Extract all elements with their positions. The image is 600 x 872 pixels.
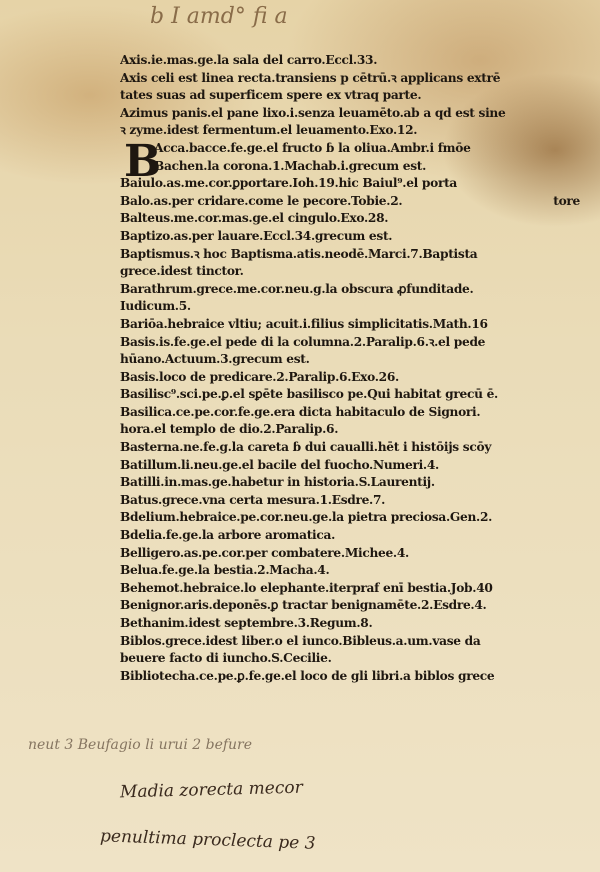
entry-text: Benignor.aris.deponēs.ꝑ tractar benignamēte.2.Esdre.4. <box>120 598 487 613</box>
dictionary-entry <box>120 492 580 510</box>
dictionary-entry <box>120 597 580 615</box>
entry-text: Baptismus.ꝛ hoc Baptisma.atis.neodē.Marci.7.Baptista <box>120 246 478 261</box>
dictionary-entry <box>120 298 580 316</box>
dictionary-entry <box>120 668 580 686</box>
dictionary-entry <box>120 369 580 387</box>
entry-text: Baiulo.as.me.cor.ꝑportare.Ioh.19.hic Baiul⁹.el porta <box>120 176 458 191</box>
entry-text: Bariōa.hebraice vltiu; acuit.i.filius simplicitatis.Math.16 <box>120 316 488 331</box>
entry-text: Bdelium.hebraice.pe.cor.neu.ge.la pietra preciosa.Gen.2. <box>120 510 493 525</box>
entry-text: Basilisc⁹.sci.pe.ꝑ.el sꝑēte basilisco pe.Qui habitat grecū ē. <box>120 387 498 402</box>
dictionary-entry <box>120 52 580 70</box>
entry-text: Belua.fe.ge.la bestia.2.Macha.4. <box>120 563 330 578</box>
dictionary-entry <box>120 263 580 281</box>
dictionary-entry <box>120 228 580 246</box>
dictionary-entry <box>120 545 580 563</box>
drop-cap-initial: B <box>124 136 162 187</box>
entry-text: Iudicum.5. <box>120 299 191 314</box>
dictionary-entry <box>120 210 580 228</box>
dictionary-entry <box>120 580 580 598</box>
entry-text: Basis.loco de predicare.2.Paralip.6.Exo.26. <box>120 369 399 384</box>
entry-text: Bachen.la corona.1.Machab.i.grecum est. <box>154 158 427 173</box>
entry-continuation: tore <box>553 193 580 208</box>
dictionary-entry <box>120 439 580 457</box>
entry-text: tates suas ad superficem spere ex vtraq parte. <box>120 88 422 103</box>
dictionary-entry <box>120 386 580 404</box>
entry-text: Belligero.as.pe.cor.per combatere.Michee.4. <box>120 545 409 560</box>
entry-text: hora.el templo de dio.2.Paralip.6. <box>120 422 339 437</box>
entry-text: Axis celi est linea recta.transiens p cētrū.ꝛ applicans extrē <box>120 70 501 85</box>
entry-text: Balo.as.per cridare.come le pecore.Tobie.2. <box>120 193 403 208</box>
dictionary-entry <box>120 404 580 422</box>
dictionary-entry <box>120 562 580 580</box>
dictionary-entry <box>120 246 580 264</box>
dictionary-entry <box>120 140 580 158</box>
dictionary-entry <box>120 421 580 439</box>
entry-text: beuere facto di iuncho.S.Cecilie. <box>120 651 332 666</box>
dictionary-entries <box>120 52 580 685</box>
dictionary-entry <box>120 457 580 475</box>
dictionary-entry <box>120 105 580 123</box>
entry-text: Barathrum.grece.me.cor.neu.g.la obscura ꝓfunditade. <box>120 281 474 296</box>
entry-text: Azimus panis.el pane lixo.i.senza leuamēto.ab a qd est sine <box>120 105 506 120</box>
entry-text: Basilica.ce.pe.cor.fe.ge.era dicta habitaculo de Signori. <box>120 404 481 419</box>
entry-text: Baptizo.as.per lauare.Eccl.34.grecum est. <box>120 228 393 243</box>
dictionary-entry <box>120 87 580 105</box>
entry-text: Biblos.grece.idest liber.o el iunco.Bibleus.a.um.vase da <box>120 633 481 648</box>
dictionary-entry <box>120 316 580 334</box>
entry-text: Bibliotecha.ce.pe.ꝑ.fe.ge.el loco de gli libri.a biblos grece <box>120 668 495 683</box>
dictionary-entry <box>120 633 580 651</box>
entry-text: Basterna.ne.fe.g.la careta ɓ dui caualli.hēt i histōijs scōy <box>120 440 492 455</box>
handwritten-note-2: penultima proclecta pe 3 <box>99 826 316 854</box>
entry-text: hūano.Actuum.3.grecum est. <box>120 352 310 367</box>
entry-text: Behemot.hebraice.lo elephante.iterpraf enī bestia.Job.40 <box>120 580 493 595</box>
entry-text: Bdelia.fe.ge.la arbore aromatica. <box>120 528 336 543</box>
entry-text: Axis.ie.mas.ge.la sala del carro.Eccl.33. <box>120 53 378 67</box>
dictionary-entry <box>120 158 580 176</box>
dictionary-entry <box>120 615 580 633</box>
handwritten-note-1: Madia zorecta mecor <box>119 777 303 803</box>
handwritten-header: b I amd° fi a <box>150 4 288 29</box>
dictionary-entry <box>120 175 580 193</box>
dictionary-entry <box>120 474 580 492</box>
dictionary-entry <box>120 351 580 369</box>
entry-text: Balteus.me.cor.mas.ge.el cingulo.Exo.28. <box>120 211 389 226</box>
dictionary-entry <box>120 650 580 668</box>
entry-text: Acca.bacce.fe.ge.el fructo ɓ la oliua.Ambr.i fmōe <box>154 140 471 155</box>
entry-text: grece.idest tinctor. <box>120 264 244 279</box>
entry-text: Batilli.in.mas.ge.habetur in historia.S.Laurentij. <box>120 475 435 490</box>
entry-text: Bethanim.idest septembre.3.Regum.8. <box>120 616 373 630</box>
entry-text: Basis.is.fe.ge.el pede di la columna.2.Paralip.6.ꝛ.el pede <box>120 334 486 349</box>
dictionary-entry <box>120 122 580 140</box>
entry-text: Batillum.li.neu.ge.el bacile del fuocho.Numeri.4. <box>120 457 439 472</box>
dictionary-entry <box>120 70 580 88</box>
dictionary-entry <box>120 193 580 211</box>
entry-text: Batus.grece.vna certa mesura.1.Esdre.7. <box>120 492 386 507</box>
entry-text: ꝛ zyme.idest fermentum.el leuamento.Exo.12. <box>120 123 418 138</box>
dictionary-entry <box>120 509 580 527</box>
dictionary-entry <box>120 334 580 352</box>
dictionary-entry <box>120 527 580 545</box>
faded-footer-line: neut 3 Beufagio li urui 2 befure <box>28 737 253 753</box>
dictionary-entry <box>120 281 580 299</box>
